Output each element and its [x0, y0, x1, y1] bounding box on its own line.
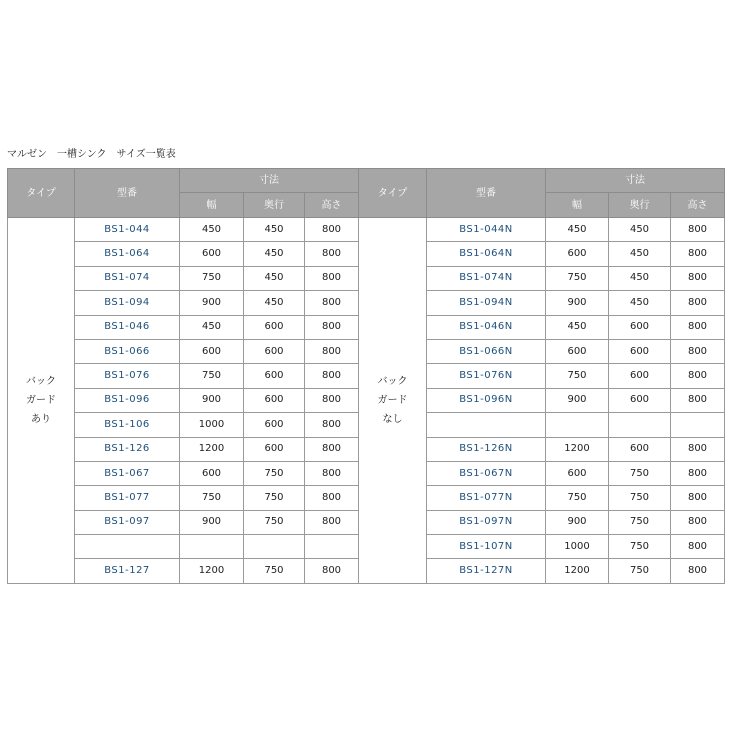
height-cell: 800 — [305, 242, 359, 266]
type-label-line: バック — [26, 375, 56, 387]
depth-cell: 450 — [609, 242, 671, 266]
depth-cell: 450 — [244, 218, 305, 242]
width-cell: 450 — [180, 218, 244, 242]
height-cell: 800 — [305, 364, 359, 388]
depth-cell: 600 — [609, 388, 671, 412]
depth-cell: 600 — [609, 315, 671, 339]
height-cell: 800 — [305, 315, 359, 339]
width-cell: 450 — [546, 218, 609, 242]
header-width-right: 幅 — [546, 193, 609, 218]
depth-cell: 600 — [244, 413, 305, 437]
depth-cell: 600 — [609, 364, 671, 388]
model-cell: BS1-126N — [427, 437, 546, 461]
model-cell: BS1-066N — [427, 339, 546, 363]
height-cell: 800 — [305, 339, 359, 363]
width-cell: 1200 — [180, 559, 244, 583]
depth-cell: 750 — [609, 535, 671, 559]
type-label-line: なし — [382, 413, 403, 425]
depth-cell: 750 — [244, 461, 305, 485]
type-label-line: ガード — [26, 394, 56, 406]
model-cell: BS1-107N — [427, 535, 546, 559]
height-cell: 800 — [671, 486, 725, 510]
model-cell: BS1-077 — [75, 486, 180, 510]
width-cell: 900 — [546, 510, 609, 534]
width-cell: 750 — [180, 266, 244, 290]
type-cell-right — [359, 218, 427, 584]
model-cell: BS1-064 — [75, 242, 180, 266]
height-cell: 800 — [671, 461, 725, 485]
depth-cell: 750 — [609, 486, 671, 510]
depth-cell: 750 — [244, 486, 305, 510]
header-type-right: タイプ — [359, 169, 427, 218]
width-cell: 450 — [180, 315, 244, 339]
header-type-left: タイプ — [8, 169, 75, 218]
height-cell — [671, 413, 725, 437]
model-cell: BS1-126 — [75, 437, 180, 461]
model-cell: BS1-097 — [75, 510, 180, 534]
model-cell: BS1-064N — [427, 242, 546, 266]
height-cell: 800 — [671, 315, 725, 339]
model-cell: BS1-076N — [427, 364, 546, 388]
header-model-right: 型番 — [427, 169, 546, 218]
width-cell: 450 — [546, 315, 609, 339]
height-cell: 800 — [305, 388, 359, 412]
header-row-main — [8, 169, 725, 193]
depth-cell — [609, 413, 671, 437]
width-cell: 750 — [546, 486, 609, 510]
width-cell: 600 — [180, 242, 244, 266]
height-cell: 800 — [305, 266, 359, 290]
model-cell: BS1-077N — [427, 486, 546, 510]
depth-cell: 600 — [609, 437, 671, 461]
width-cell: 750 — [546, 364, 609, 388]
model-cell: BS1-106 — [75, 413, 180, 437]
table-row — [8, 218, 725, 242]
depth-cell: 750 — [244, 559, 305, 583]
height-cell: 800 — [305, 486, 359, 510]
model-cell: BS1-097N — [427, 510, 546, 534]
width-cell: 900 — [180, 388, 244, 412]
width-cell: 900 — [180, 291, 244, 315]
type-cell-left — [8, 218, 75, 584]
header-model-left: 型番 — [75, 169, 180, 218]
width-cell — [180, 535, 244, 559]
depth-cell: 750 — [609, 461, 671, 485]
width-cell: 1200 — [546, 559, 609, 583]
depth-cell: 450 — [244, 266, 305, 290]
depth-cell: 600 — [244, 437, 305, 461]
height-cell: 800 — [305, 559, 359, 583]
width-cell — [546, 413, 609, 437]
depth-cell: 450 — [244, 291, 305, 315]
depth-cell: 600 — [244, 315, 305, 339]
width-cell: 750 — [180, 364, 244, 388]
width-cell: 900 — [546, 388, 609, 412]
type-label-line: あり — [31, 413, 51, 425]
depth-cell: 600 — [609, 339, 671, 363]
width-cell: 1000 — [180, 413, 244, 437]
width-cell: 600 — [546, 461, 609, 485]
model-cell: BS1-074N — [427, 266, 546, 290]
header-dimensions-left: 寸法 — [180, 169, 359, 193]
depth-cell: 450 — [609, 218, 671, 242]
height-cell: 800 — [671, 218, 725, 242]
width-cell: 750 — [180, 486, 244, 510]
model-cell: BS1-127 — [75, 559, 180, 583]
depth-cell: 450 — [244, 242, 305, 266]
depth-cell: 450 — [609, 266, 671, 290]
header-depth-left: 奥行 — [244, 193, 305, 218]
height-cell: 800 — [671, 559, 725, 583]
model-cell: BS1-096 — [75, 388, 180, 412]
model-cell — [75, 535, 180, 559]
page-title: マルゼン 一槽シンク サイズ一覧表 — [7, 149, 176, 160]
header-depth-right: 奥行 — [609, 193, 671, 218]
model-cell: BS1-076 — [75, 364, 180, 388]
width-cell: 900 — [546, 291, 609, 315]
height-cell: 800 — [671, 364, 725, 388]
height-cell: 800 — [305, 291, 359, 315]
width-cell: 600 — [546, 242, 609, 266]
height-cell — [305, 535, 359, 559]
header-height-right: 高さ — [671, 193, 725, 218]
width-cell: 600 — [180, 461, 244, 485]
model-cell: BS1-044N — [427, 218, 546, 242]
depth-cell: 750 — [609, 559, 671, 583]
model-cell: BS1-044 — [75, 218, 180, 242]
model-cell: BS1-094N — [427, 291, 546, 315]
width-cell: 1200 — [546, 437, 609, 461]
model-cell: BS1-127N — [427, 559, 546, 583]
height-cell: 800 — [305, 461, 359, 485]
width-cell: 600 — [180, 339, 244, 363]
height-cell: 800 — [305, 437, 359, 461]
depth-cell: 750 — [244, 510, 305, 534]
depth-cell — [244, 535, 305, 559]
height-cell: 800 — [671, 266, 725, 290]
model-cell: BS1-094 — [75, 291, 180, 315]
height-cell: 800 — [671, 242, 725, 266]
model-cell: BS1-067N — [427, 461, 546, 485]
type-label-line: バック — [377, 375, 408, 387]
depth-cell: 750 — [609, 510, 671, 534]
header-height-left: 高さ — [305, 193, 359, 218]
model-cell: BS1-046N — [427, 315, 546, 339]
depth-cell: 600 — [244, 364, 305, 388]
model-cell: BS1-096N — [427, 388, 546, 412]
width-cell: 600 — [546, 339, 609, 363]
model-cell: BS1-067 — [75, 461, 180, 485]
height-cell: 800 — [671, 535, 725, 559]
height-cell: 800 — [671, 291, 725, 315]
width-cell: 1000 — [546, 535, 609, 559]
model-cell — [427, 413, 546, 437]
size-table — [7, 168, 725, 584]
model-cell: BS1-074 — [75, 266, 180, 290]
model-cell: BS1-046 — [75, 315, 180, 339]
width-cell: 1200 — [180, 437, 244, 461]
height-cell: 800 — [671, 339, 725, 363]
header-width-left: 幅 — [180, 193, 244, 218]
depth-cell: 600 — [244, 388, 305, 412]
model-cell: BS1-066 — [75, 339, 180, 363]
height-cell: 800 — [671, 437, 725, 461]
type-label-line: ガード — [377, 394, 408, 406]
width-cell: 750 — [546, 266, 609, 290]
depth-cell: 600 — [244, 339, 305, 363]
height-cell: 800 — [305, 413, 359, 437]
height-cell: 800 — [305, 510, 359, 534]
width-cell: 900 — [180, 510, 244, 534]
height-cell: 800 — [671, 388, 725, 412]
depth-cell: 450 — [609, 291, 671, 315]
table-body — [8, 218, 725, 584]
header-dimensions-right: 寸法 — [546, 169, 725, 193]
height-cell: 800 — [305, 218, 359, 242]
height-cell: 800 — [671, 510, 725, 534]
